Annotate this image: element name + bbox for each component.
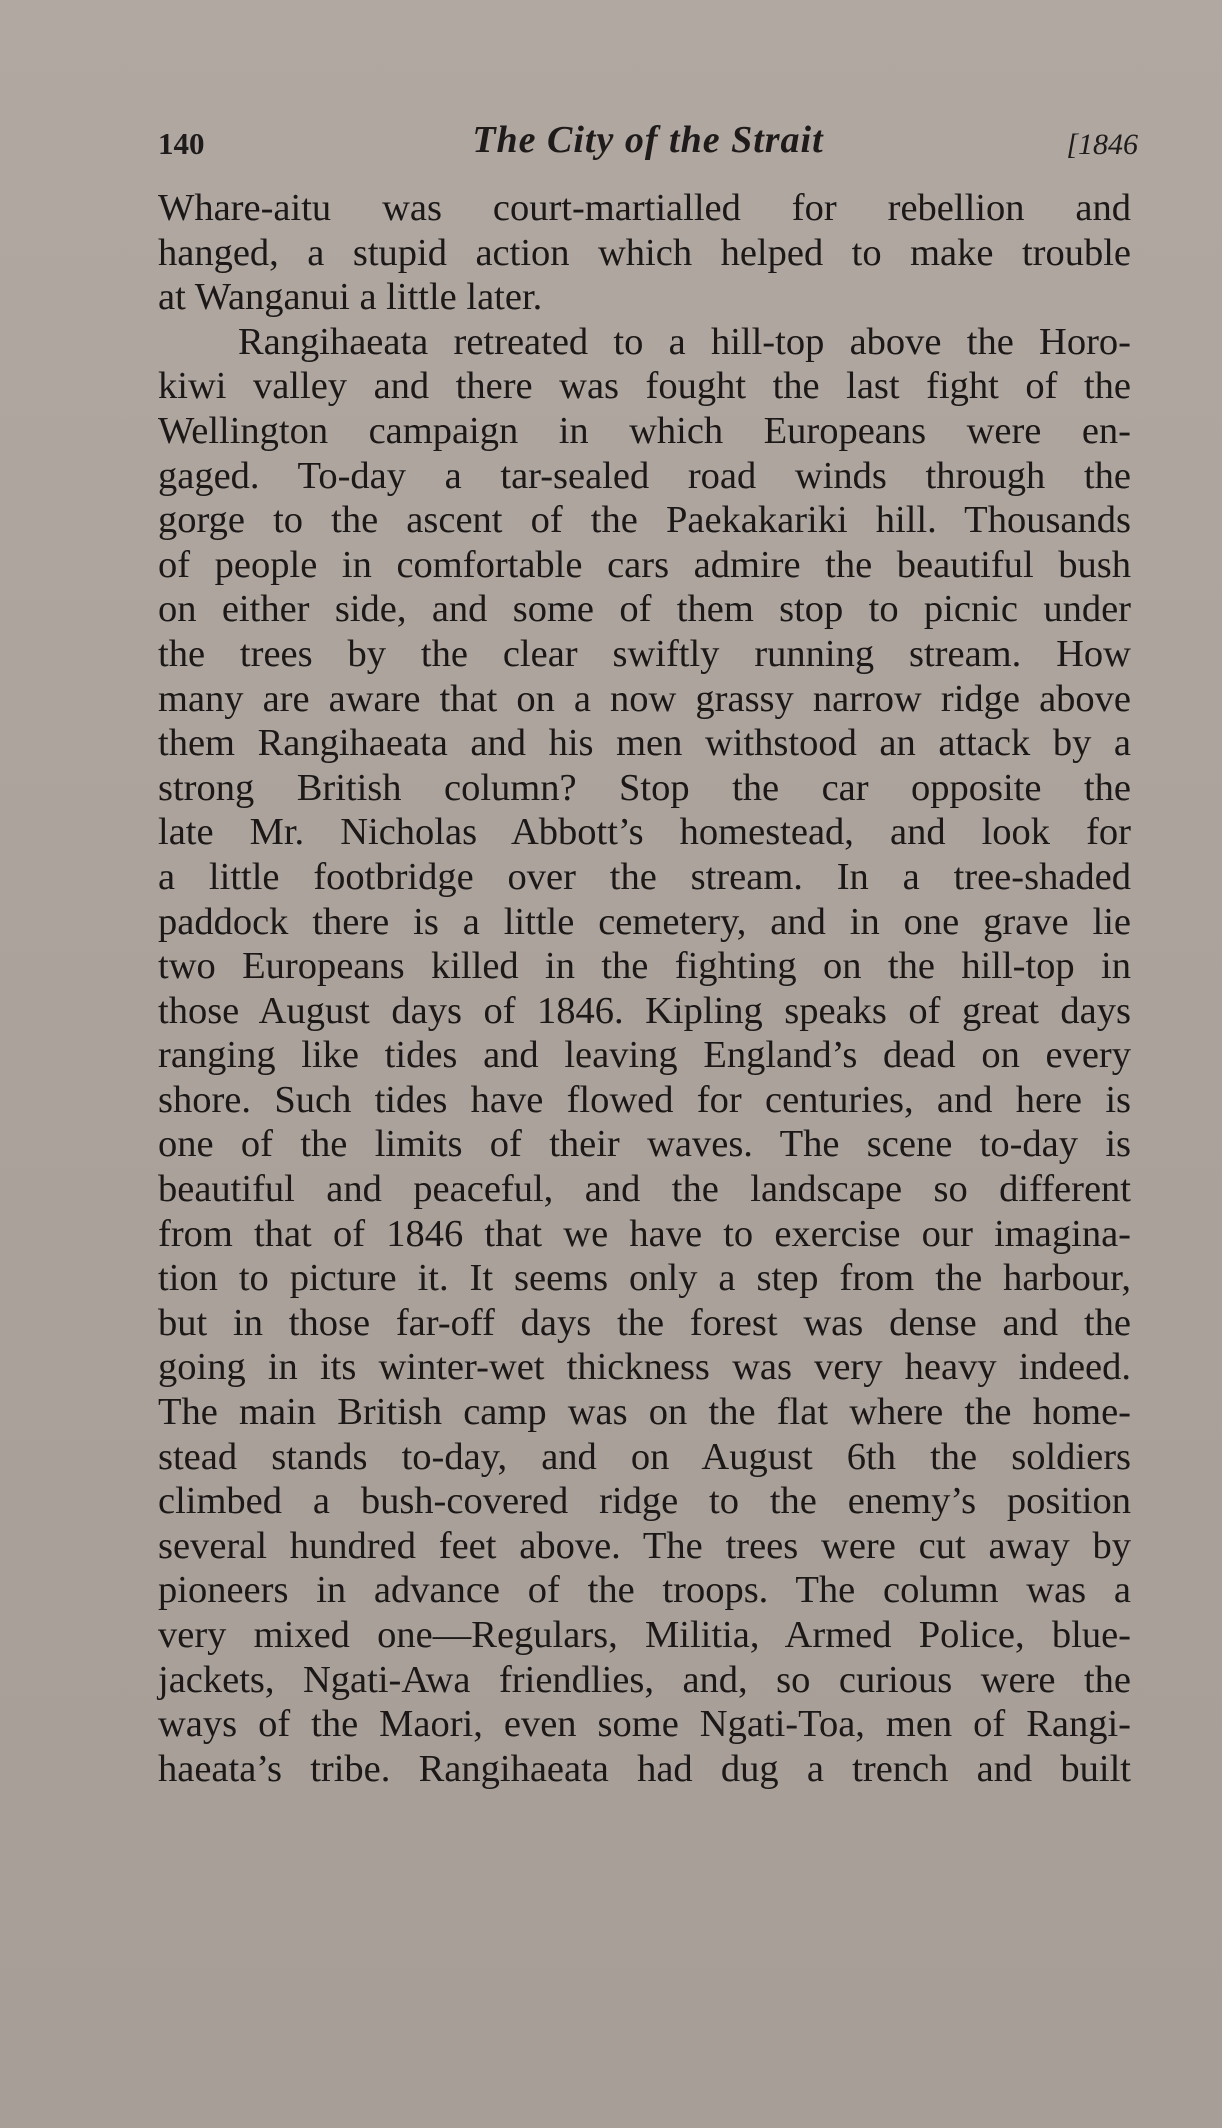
- text-line: Whare-aitu was court-martialled for rebellion and: [158, 187, 1131, 229]
- text-line: from that of 1846 that we have to exercise our imagina-: [158, 1212, 1131, 1255]
- text-line: The main British camp was on the flat where the home-: [158, 1391, 1131, 1434]
- text-line: those August days of 1846. Kipling speaks of great days: [158, 989, 1131, 1032]
- body-text: [158, 186, 1131, 1791]
- text-line: two Europeans killed in the fighting on the hill-top in: [158, 945, 1131, 988]
- text-line: late Mr. Nicholas Abbott’s homestead, and look for: [158, 811, 1131, 854]
- text-line: beautiful and peaceful, and the landscape so different: [158, 1168, 1131, 1211]
- text-line: many are aware that on a now grassy narrow ridge above: [158, 677, 1131, 720]
- text-line: climbed a bush-covered ridge to the enemy’s position: [158, 1480, 1131, 1523]
- text-line: shore. Such tides have flowed for centuries, and here is: [158, 1078, 1131, 1121]
- text-line: the trees by the clear swiftly running stream. How: [158, 632, 1131, 675]
- text-line: jackets, Ngati-Awa friendlies, and, so curious were the: [158, 1658, 1131, 1701]
- page-header: [158, 118, 1138, 168]
- page-number: 140: [158, 126, 205, 161]
- text-line: of people in comfortable cars admire the beautiful bush: [158, 543, 1131, 586]
- text-line: strong British column? Stop the car opposite the: [158, 766, 1131, 809]
- text-line: Rangihaeata retreated to a hill-top above the Horo-: [238, 320, 1131, 363]
- text-line: a little footbridge over the stream. In a tree-shaded: [158, 855, 1131, 898]
- text-line: one of the limits of their waves. The scene to-day is: [158, 1123, 1131, 1166]
- text-line: haeata’s tribe. Rangihaeata had dug a trench and built: [158, 1747, 1131, 1790]
- text-line: ranging like tides and leaving England’s dead on every: [158, 1034, 1131, 1077]
- text-line: tion to picture it. It seems only a step from the harbour,: [158, 1257, 1131, 1300]
- text-line: ways of the Maori, even some Ngati-Toa, men of Rangi-: [158, 1703, 1131, 1746]
- text-line: at Wanganui a little later.: [158, 276, 543, 319]
- text-line: paddock there is a little cemetery, and in one grave lie: [158, 900, 1131, 943]
- text-line: gaged. To-day a tar-sealed road winds through the: [158, 454, 1131, 497]
- text-line: very mixed one—Regulars, Militia, Armed Police, blue-: [158, 1614, 1131, 1656]
- text-line: on either side, and some of them stop to picnic under: [158, 588, 1131, 631]
- text-line: several hundred feet above. The trees were cut away by: [158, 1524, 1131, 1567]
- text-line: them Rangihaeata and his men withstood an attack by a: [158, 722, 1131, 765]
- text-line: kiwi valley and there was fought the last fight of the: [158, 365, 1131, 408]
- running-title: The City of the Strait: [472, 119, 824, 161]
- text-line: gorge to the ascent of the Paekakariki hill. Thousands: [158, 499, 1131, 542]
- text-line: pioneers in advance of the troops. The column was a: [158, 1569, 1131, 1612]
- text-line: but in those far-off days the forest was dense and the: [158, 1301, 1131, 1344]
- text-line: stead stands to-day, and on August 6th the soldiers: [158, 1435, 1131, 1478]
- text-line: hanged, a stupid action which helped to make trouble: [158, 231, 1131, 274]
- text-line: going in its winter-wet thickness was very heavy indeed.: [158, 1346, 1131, 1389]
- header-year: [1846: [1066, 128, 1138, 161]
- text-line: Wellington campaign in which Europeans were en-: [158, 409, 1131, 452]
